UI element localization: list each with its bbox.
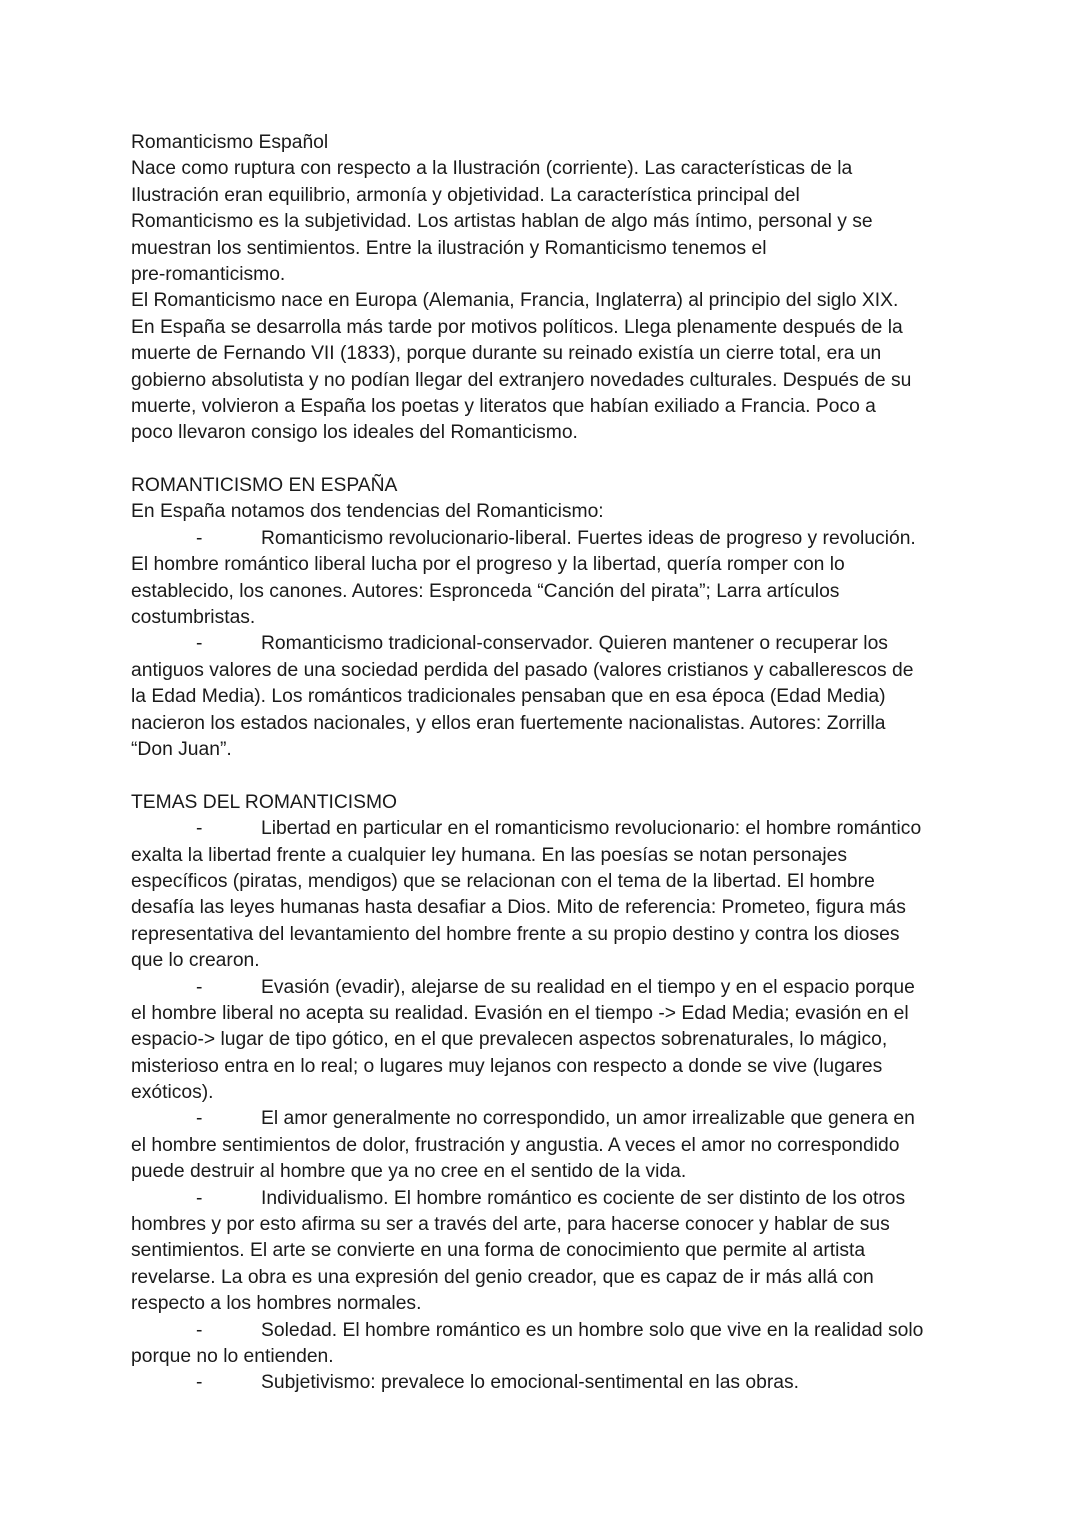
text-line: “Don Juan”. (131, 738, 232, 760)
text-line: misterioso entra en lo real; o lugares muy lejanos con respecto a donde se vive (lugares (131, 1055, 883, 1077)
list-item (131, 1370, 961, 1396)
text-line: En España se desarrolla más tarde por motivos políticos. Llega plenamente después de la (131, 316, 903, 338)
text-line: muerte, volvieron a España los poetas y literatos que habían exiliado a Francia. Poco a (131, 395, 876, 417)
text-line: gobierno absolutista y no podían llegar del extranjero novedades culturales. Después de su (131, 369, 912, 391)
text-line: Ilustración eran equilibrio, armonía y objetividad. La característica principal del (131, 184, 800, 206)
text-line: muestran los sentimientos. Entre la ilustración y Romanticismo tenemos el (131, 237, 767, 259)
bullet-dash: - (196, 1319, 203, 1341)
intro-paragraph (131, 156, 961, 446)
text-line: establecido, los canones. Autores: Espronceda “Canción del pirata”; Larra artículos (131, 580, 840, 602)
section-heading: TEMAS DEL ROMANTICISMO (131, 791, 398, 813)
list-item-text: Evasión (evadir), alejarse de su realidad en el tiempo y en el espacio porque (261, 976, 915, 998)
text-line: poco llevaron consigo los ideales del Romanticismo. (131, 422, 578, 444)
text-line: desafía las leyes humanas hasta desafiar a Dios. Mito de referencia: Prometeo, figura más (131, 897, 906, 919)
text-line: porque no lo entienden. (131, 1345, 334, 1367)
list-item-first-line (131, 1106, 961, 1132)
text-line: hombres y por esto afirma su ser a través del arte, para hacerse conocer y hablar de sus (131, 1214, 890, 1236)
list-item-text: El amor generalmente no correspondido, un amor irrealizable que genera en (261, 1108, 915, 1130)
text-line: representativa del levantamiento del hombre frente a su propio destino y contra los dioses (131, 923, 900, 945)
list-item-text: Romanticismo tradicional-conservador. Quieren mantener o recuperar los (261, 633, 888, 655)
text-line: sentimientos. El arte se convierte en una forma de conocimiento que permite al artista (131, 1240, 866, 1262)
list-item-text: Soledad. El hombre romántico es un hombre solo que vive en la realidad solo (261, 1319, 924, 1341)
list-item-text: Libertad en particular en el romanticismo revolucionario: el hombre romántico (261, 818, 922, 840)
list-item (131, 1318, 961, 1371)
text-line: puede destruir al hombre que ya no cree en el sentido de la vida. (131, 1161, 687, 1183)
list-item (131, 631, 961, 763)
list-item-first-line (131, 1186, 961, 1212)
list-item-text: Subjetivismo: prevalece lo emocional-sentimental en las obras. (261, 1372, 800, 1394)
text-line: la Edad Media). Los románticos tradicionales pensaban que en esa época (Edad Media) (131, 686, 886, 708)
section-heading: ROMANTICISMO EN ESPAÑA (131, 475, 398, 497)
text-line: nacieron los estados nacionales, y ellos eran fuertemente nacionalistas. Autores: Zorrilla (131, 712, 886, 734)
list-item-text: Romanticismo revolucionario-liberal. Fuertes ideas de progreso y revolución. (261, 527, 916, 549)
text-line: pre-romanticismo. (131, 263, 286, 285)
text-line: El hombre romántico liberal lucha por el progreso y la libertad, quería romper con lo (131, 554, 845, 576)
text-line: exalta la libertad frente a cualquier ley humana. En las poesías se notan personajes (131, 844, 847, 866)
bullet-dash: - (196, 527, 203, 549)
bullet-dash: - (196, 976, 203, 998)
bullet-dash: - (196, 1108, 203, 1130)
bullet-dash: - (196, 1187, 203, 1209)
list-item (131, 526, 961, 632)
text-line: espacio-> lugar de tipo gótico, en el que prevalecen aspectos sobrenaturales, lo mágico, (131, 1029, 888, 1051)
text-line: exóticos). (131, 1082, 214, 1104)
section-temas-del-romanticismo (131, 790, 961, 1397)
list-item (131, 1186, 961, 1318)
text-line: costumbristas. (131, 607, 256, 629)
text-line: específicos (piratas, mendigos) que se relacionan con el tema de la libertad. El hombre (131, 870, 875, 892)
text-line: El Romanticismo nace en Europa (Alemania, Francia, Inglaterra) al principio del siglo XIX. (131, 290, 899, 312)
section-romanticismo-en-espana (131, 473, 961, 763)
document-page (131, 130, 961, 1397)
list-item-first-line (131, 1370, 961, 1396)
text-line: muerte de Fernando VII (1833), porque durante su reinado existía un cierre total, era un (131, 343, 882, 365)
bullet-dash: - (196, 1372, 203, 1394)
text-line: revelarse. La obra es una expresión del genio creador, que es capaz de ir más allá con (131, 1266, 874, 1288)
text-line: antiguos valores de una sociedad perdida del pasado (valores cristianos y caballerescos de (131, 659, 914, 681)
list-item (131, 975, 961, 1107)
paragraph-gap (131, 763, 961, 789)
bullet-dash: - (196, 818, 203, 840)
text-line: respecto a los hombres normales. (131, 1293, 422, 1315)
section-lead: En España notamos dos tendencias del Romanticismo: (131, 501, 604, 523)
text-line: el hombre sentimientos de dolor, frustración y angustia. A veces el amor no correspondido (131, 1134, 900, 1156)
list-item-first-line (131, 631, 961, 657)
text-line: que lo crearon. (131, 950, 260, 972)
list-item (131, 816, 961, 974)
document-title: Romanticismo Español (131, 132, 329, 153)
text-line: Romanticismo es la subjetividad. Los artistas hablan de algo más íntimo, personal y se (131, 211, 873, 233)
list-item-first-line (131, 816, 961, 842)
list-item-first-line (131, 975, 961, 1001)
list-item-text: Individualismo. El hombre romántico es cociente de ser distinto de los otros (261, 1187, 906, 1209)
bullet-dash: - (196, 633, 203, 655)
list-item (131, 1106, 961, 1185)
paragraph-gap (131, 447, 961, 473)
list-item-first-line (131, 526, 961, 552)
text-line: el hombre liberal no acepta su realidad. Evasión en el tiempo -> Edad Media; evasión en el (131, 1002, 909, 1024)
text-line: Nace como ruptura con respecto a la Ilustración (corriente). Las características de la (131, 158, 853, 180)
list-item-first-line (131, 1318, 961, 1344)
